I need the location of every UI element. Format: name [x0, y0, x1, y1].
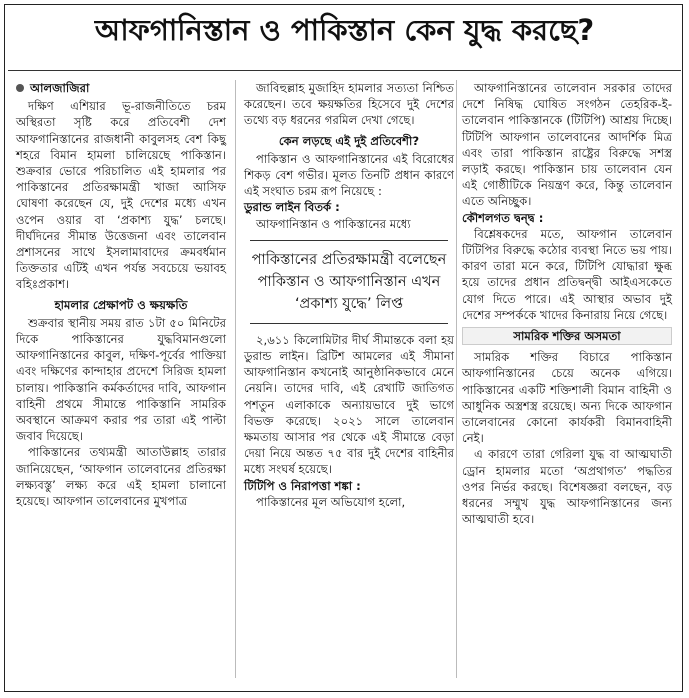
paragraph — [462, 210, 672, 226]
column-2 — [244, 80, 454, 510]
lead-label: কৌশলগত দ্বন্দ্ব : — [462, 210, 544, 225]
paragraph: বিশ্লেষকদের মতে, আফগান তালেবান টিটিপির বিরুদ্ধে কঠোর ব্যবস্থা নিতে ভয় পায়। কারণ তারা মনে করে, টিটিপি যোদ্ধারা ক্ষুব্ধ হয়ে তাদের প্রধান প্রতিদ্বন্দ্বী আইএসকেতে যোগ দিতে পারে। এই আস্থার অভাব দুই দেশের সম্পর্ককে খাদের কিনারায় নিয়ে গেছে। — [462, 226, 672, 322]
subheading: কেন লড়ছে এই দুই প্রতিবেশী? — [278, 133, 420, 148]
paragraph: এ কারণে তারা গেরিলা যুদ্ধ বা আত্মঘাতী ড্রোন হামলার মতো ‘অপ্রথাগত’ পদ্ধতির ওপর নির্ভর করছে। বিশেষজ্ঞরা বলছেন, বড় ধরনের সম্মুখ যুদ্ধ আফগানিস্তানের জন্য আত্মঘাতী হবে। — [462, 447, 672, 527]
paragraph: পাকিস্তানের তথ্যমন্ত্রী আতাউল্লাহ তারার জানিয়েছেন, ‘আফগান তালেবানের প্রতিরক্ষা লক্ষ্যবস্তু’ লক্ষ্য করে এই হামলা চালানো হয়েছে। আফগান তালেবানের মুখপাত্র — [16, 445, 226, 509]
source-line — [16, 80, 226, 96]
paragraph: সামরিক শক্তির বিচারে পাকিস্তান আফগানিস্তানের চেয়ে অনেক এগিয়ে। পাকিস্তানের একটি শক্তিশালী বিমান বাহিনী ও আধুনিক অস্ত্রশস্ত্র রয়েছে। অন্য দিকে আফগান তালেবানের কোনো কার্যকরী বিমানবাহিনী নেই। — [462, 350, 672, 446]
lead-label: ডুরান্ড লাইন বিতর্ক : — [244, 200, 340, 215]
paragraph: শুক্রবার স্থানীয় সময় রাত ১টা ৫০ মিনিটের দিকে পাকিস্তানের যুদ্ধবিমানগুলো আফগানিস্তানের কাবুল, দক্ষিণ-পূর্বের পাক্তিয়া এবং দক্ষিণের কান্দাহার প্রদেশে সিরিজ হামলা চালায়। পাকিস্তানি কর্মকর্তাদের দাবি, আফগান বাহিনী প্রথমে সীমান্তে পাকিস্তানি সামরিক অবস্থানে আক্রমণ করার পর তারা এই পাল্টা জবাব দিয়েছে। — [16, 315, 226, 444]
paragraph: ২,৬১১ কিলোমিটার দীর্ঘ সীমান্তকে বলা হয় ডুরান্ড লাইন। ব্রিটিশ আমলের এই সীমানা আফগানিস্তান কখনোই আনুষ্ঠানিকভাবে মেনে নেয়নি। তাদের দাবি, এই রেখাটি জাতিগত পশতুন এলাকাকে অন্যায়ভাবে দুই ভাগে বিভক্ত করেছে। ২০২১ সালে তালেবান ক্ষমতায় আসার পর থেকে এই সীমান্তে বেড়া দেয়া নিয়ে অন্তত ৭৫ বার দুই দেশের বাহিনীর মধ্যে সংঘর্ষ হয়েছে। — [244, 332, 454, 477]
column-3 — [462, 80, 672, 527]
paragraph — [244, 199, 454, 215]
subheading: সামরিক শক্তির অসমতা — [462, 327, 672, 345]
headline: আফগানিস্তান ও পাকিস্তান কেন যুদ্ধ করছে? — [94, 13, 595, 47]
lead-label: টিটিপি ও নিরাপত্তা শঙ্কা : — [244, 478, 361, 493]
paragraph: পাকিস্তান ও আফগানিস্তানের এই বিরোধের শিকড় বেশ গভীর। মূলত তিনটি প্রধান কারণে এই সংঘাত চরম রূপ নিয়েছে : — [244, 151, 454, 199]
subheading: হামলার প্রেক্ষাপট ও ক্ষয়ক্ষতি — [54, 297, 188, 312]
column-divider — [456, 80, 457, 678]
column-1 — [16, 80, 226, 509]
source-label: আলজাজিরা — [30, 81, 90, 95]
bullet-icon — [16, 84, 24, 92]
paragraph — [244, 478, 454, 494]
paragraph: পাকিস্তানের মূল অভিযোগ হলো, — [256, 494, 406, 509]
paragraph: দক্ষিণ এশিয়ার ভূ-রাজনীতিতে চরম অস্থিরতা সৃষ্টি করে প্রতিবেশী দেশ আফগানিস্তানের রাজধানী কাবুলসহ বেশ কিছু শহরে বিমান হামলা চালিয়েছে পাকিস্তান। শুক্রবার ভোরে পরিচালিত এই হামলার পর পাকিস্তানের প্রতিরক্ষামন্ত্রী খাজা আসিফ ঘোষণা করেছেন যে, দুই দেশের মধ্যে এখন ওপেন ওয়ার বা ‘প্রকাশ্য যুদ্ধ’ চলছে। দীর্ঘদিনের সীমান্ত উত্তেজনা এবং তালেবান প্রশাসনের সাথে ইসলামাবাদের ক্রমবর্ধমান তিক্ততার এটিই এখন পর্যন্ত সবচেয়ে ভয়াবহ বহিঃপ্রকাশ। — [16, 99, 226, 292]
paragraph: আফগানিস্তানের তালেবান সরকার তাদের দেশে নিষিদ্ধ ঘোষিত সংগঠন তেহরিক-ই-তালেবান পাকিস্তানকে (টিটিপি) আশ্রয় দিচ্ছে। টিটিপি আফগান তালেবানের আদর্শিক মিত্র এবং তারা পাকিস্তান রাষ্ট্রের বিরুদ্ধে সশস্ত্র লড়াই করছে। পাকিস্তান চায় তালেবান যেন এই গোষ্ঠীটিকে নিয়ন্ত্রণ করে, কিন্তু তালেবান এতে অনিচ্ছুক। — [462, 81, 672, 209]
paragraph: আফগানিস্তান ও পাকিস্তানের মধ্যে — [256, 216, 411, 231]
headline-rule — [8, 70, 681, 71]
pull-quote: পাকিস্তানের প্রতিরক্ষামন্ত্রী বলেছেন পাকিস্তান ও আফগানিস্তান এখন ‘প্রকাশ্য যুদ্ধে’ লিপ্ত — [250, 240, 448, 324]
column-divider — [235, 80, 236, 678]
paragraph: জাবিহুল্লাহ মুজাহিদ হামলার সত্যতা নিশ্চিত করেছেন। তবে ক্ষয়ক্ষতির হিসেবে দুই দেশের তথ্যে বড় ধরনের গরমিল দেখা গেছে। — [244, 81, 454, 128]
